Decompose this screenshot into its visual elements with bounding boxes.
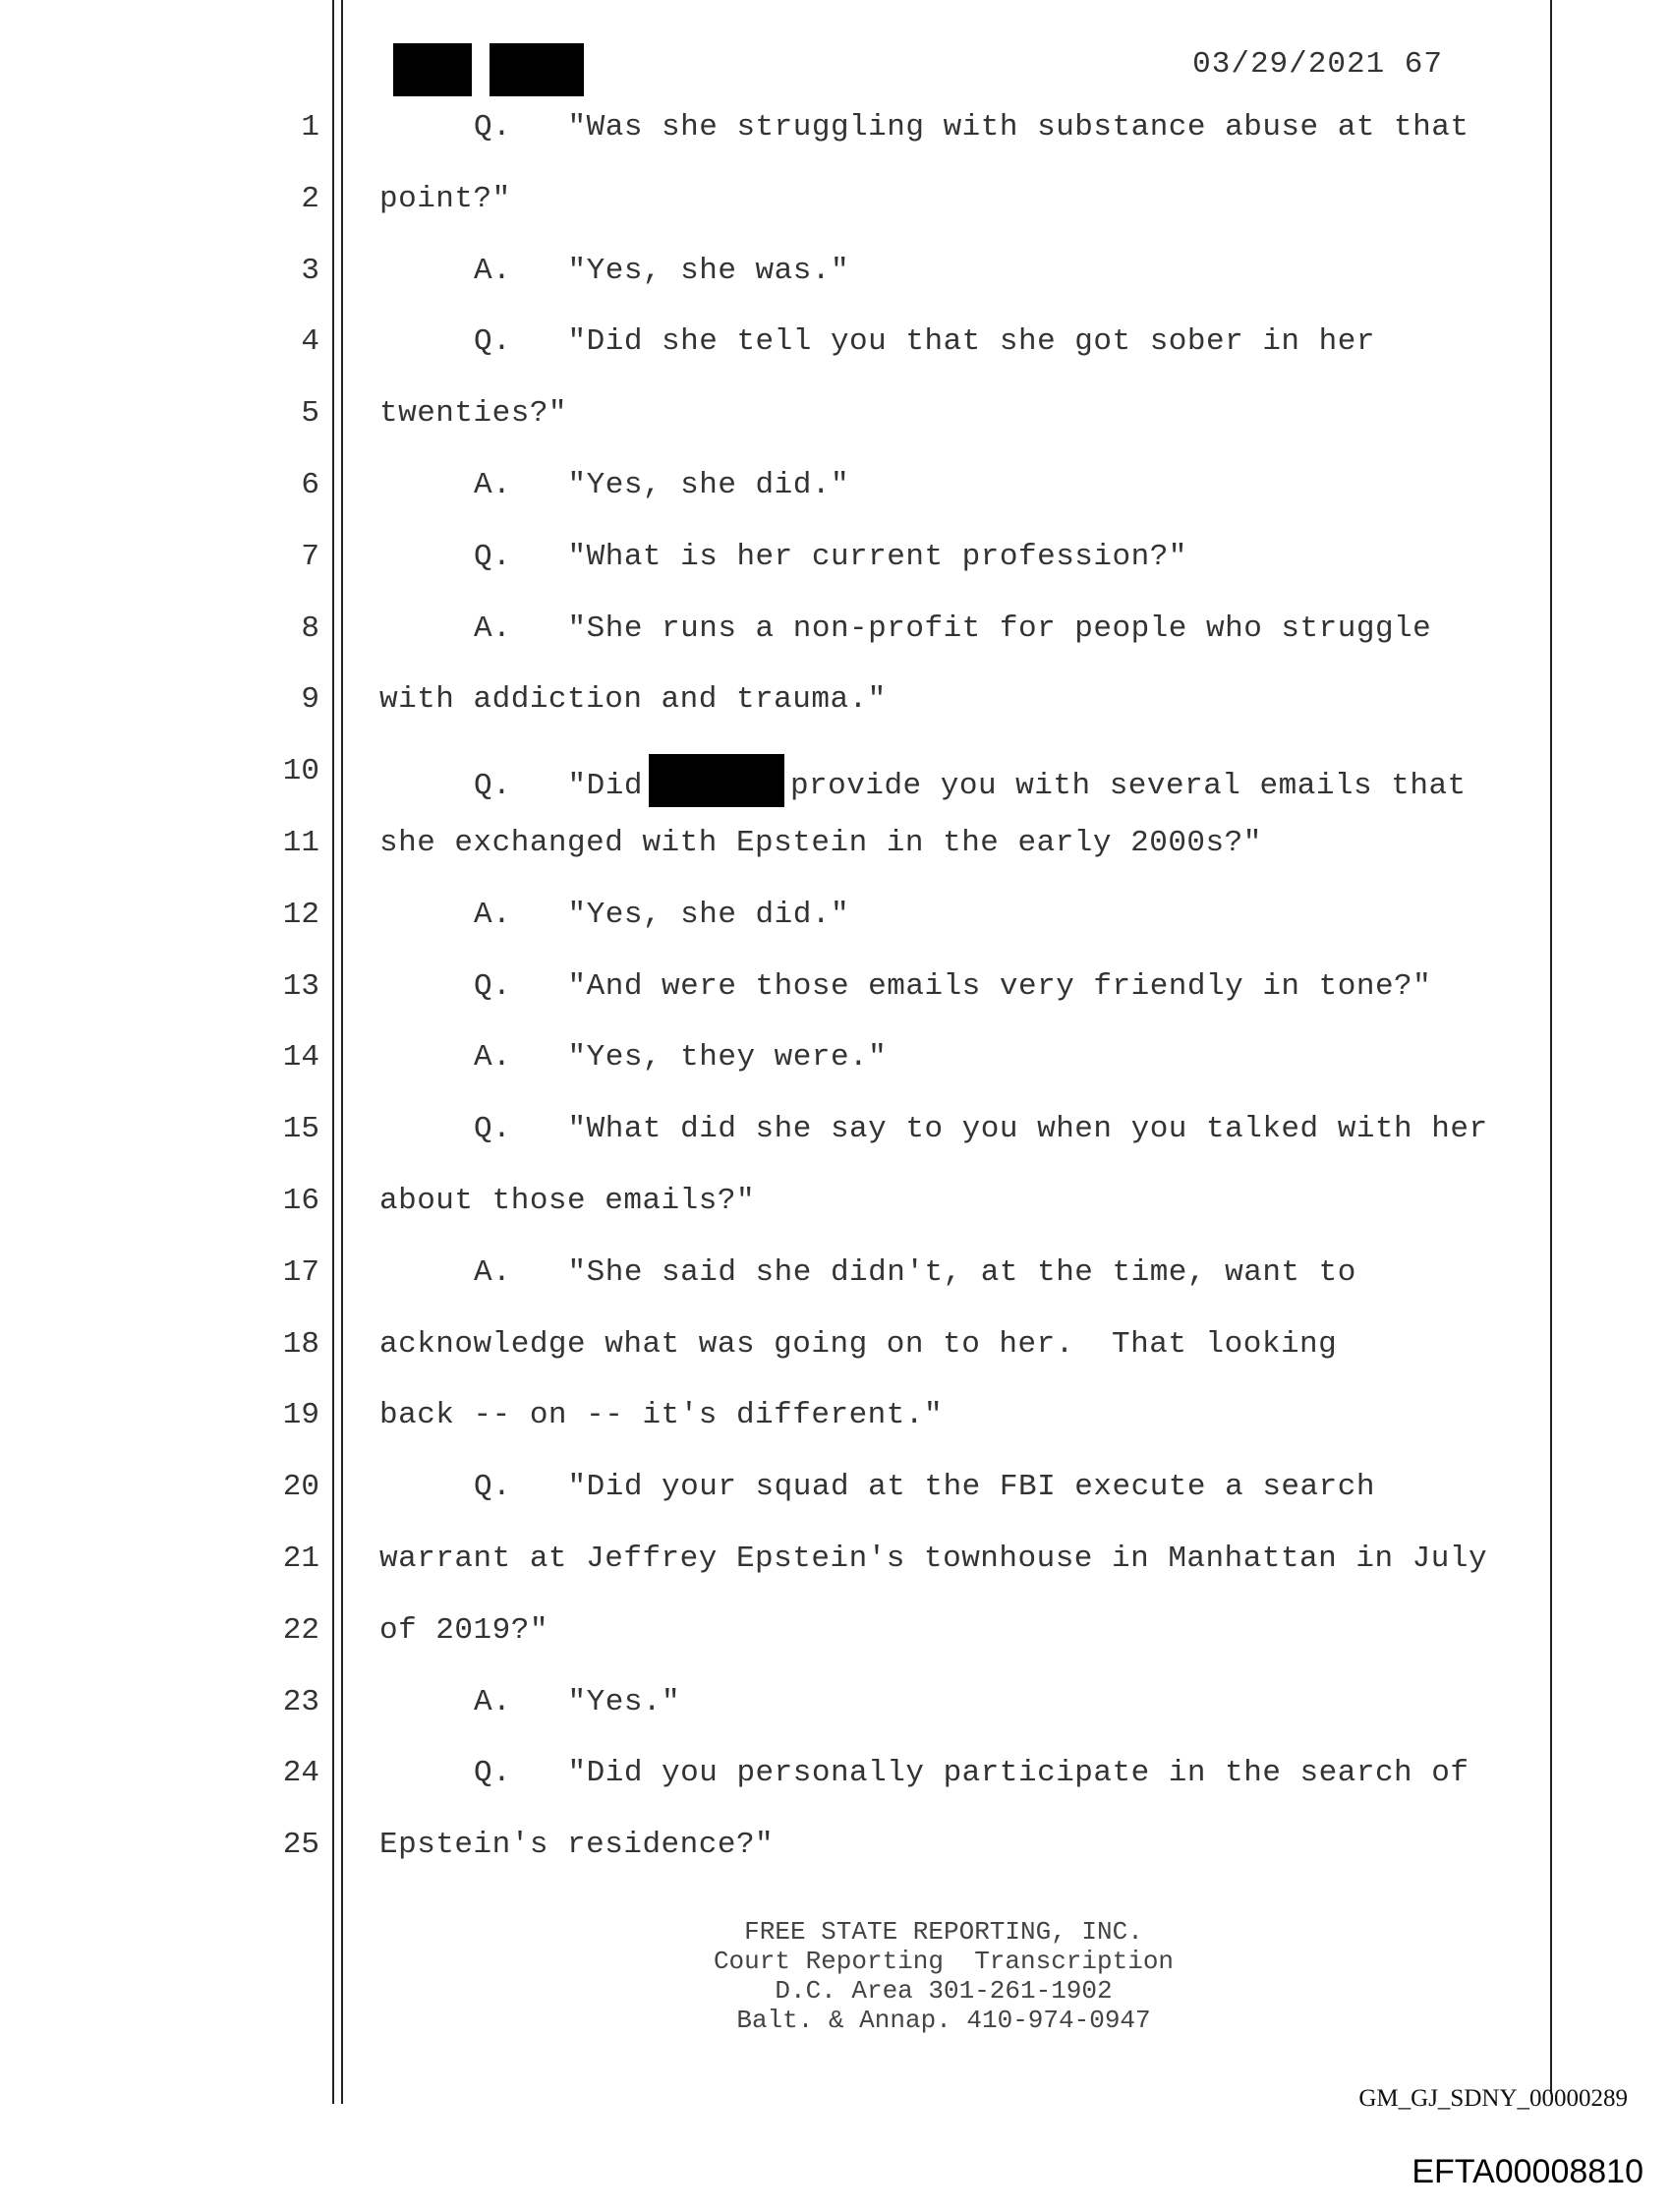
transcript-line: [0, 396, 1671, 455]
line-number: 11: [282, 826, 319, 860]
line-text: A. "Yes, they were.": [474, 1040, 888, 1076]
line-number: 21: [282, 1542, 319, 1576]
line-text-before: Q. "Did: [474, 769, 643, 804]
transcript-line: [0, 1542, 1671, 1601]
transcript-line: [0, 1327, 1671, 1386]
line-number: 15: [282, 1112, 319, 1147]
line-text: back -- on -- it's different.": [379, 1398, 944, 1433]
line-text: with addiction and trauma.": [379, 682, 887, 718]
transcript-line: [0, 754, 1671, 813]
line-text: acknowledge what was going on to her. That looking: [379, 1326, 1338, 1362]
line-number: 12: [282, 897, 319, 932]
line-number: 4: [301, 324, 319, 360]
transcript-line: [0, 1613, 1671, 1672]
line-number: 10: [282, 754, 319, 789]
line-number: 2: [301, 181, 319, 216]
redaction-block: [490, 43, 584, 96]
line-text: Q. "Did you personally participate in the search of: [474, 1756, 1469, 1791]
line-text: she exchanged with Epstein in the early 2000s?": [379, 826, 1262, 860]
transcript-line: [0, 1255, 1671, 1314]
footer-dc-phone: D.C. Area 301-261-1902: [775, 1976, 1113, 2006]
redaction-block: [649, 754, 784, 807]
line-text: about those emails?": [379, 1184, 756, 1218]
line-text: Q. "Was she struggling with substance abuse at that: [474, 110, 1469, 145]
footer-company: FREE STATE REPORTING, INC.: [744, 1917, 1143, 1947]
line-number: 8: [301, 611, 319, 646]
transcript-line: [0, 1685, 1671, 1744]
line-text: warrant at Jeffrey Epstein's townhouse in Manhattan in July: [379, 1542, 1488, 1576]
transcript-line: [0, 1398, 1671, 1457]
bates-number: GM_GJ_SDNY_00000289: [1358, 2085, 1628, 2112]
line-text: of 2019?": [379, 1612, 548, 1648]
line-number: 19: [282, 1398, 319, 1433]
line-number: 24: [282, 1756, 319, 1791]
line-number: 25: [282, 1828, 319, 1863]
line-number: 7: [301, 539, 319, 574]
redaction-block: [393, 43, 472, 96]
line-text: Q. "What did she say to you when you talked with her: [474, 1112, 1488, 1147]
transcript-line: [0, 1828, 1671, 1887]
line-number: 9: [301, 682, 319, 718]
line-number: 5: [301, 396, 319, 432]
transcript-line: [0, 1184, 1671, 1243]
line-text: Q. "Did your squad at the FBI execute a search: [474, 1470, 1375, 1505]
line-number: 13: [282, 968, 319, 1004]
line-text: Q. "And were those emails very friendly in tone?": [474, 968, 1432, 1004]
line-number: 23: [282, 1684, 319, 1719]
transcript-line: [0, 468, 1671, 527]
transcript-line: [0, 969, 1671, 1028]
line-number: 14: [282, 1040, 319, 1076]
line-number: 20: [282, 1470, 319, 1505]
transcript-line: [0, 110, 1671, 169]
transcript-line: [0, 182, 1671, 241]
transcript-line: [0, 1470, 1671, 1529]
reporter-footer: [550, 1917, 1337, 2035]
transcript-line: [0, 898, 1671, 957]
line-number: 3: [301, 253, 319, 288]
transcript-line: [0, 1112, 1671, 1171]
line-text: point?": [379, 181, 511, 216]
transcript-line: [0, 1040, 1671, 1099]
line-number: 6: [301, 468, 319, 502]
line-text: A. "Yes, she was.": [474, 253, 850, 288]
footer-balt-phone: Balt. & Annap. 410-974-0947: [736, 2006, 1151, 2035]
line-text: twenties?": [379, 396, 568, 432]
line-text: A. "Yes.": [474, 1684, 681, 1719]
transcript-line: [0, 1756, 1671, 1815]
line-number: 18: [282, 1326, 319, 1362]
line-text: Q. "Did she tell you that she got sober in her: [474, 324, 1375, 360]
transcript-line: [0, 611, 1671, 670]
transcript-line: [0, 826, 1671, 885]
line-text: [474, 754, 1467, 807]
line-text: Epstein's residence?": [379, 1828, 775, 1863]
line-text: A. "Yes, she did.": [474, 468, 850, 502]
line-text: Q. "What is her current profession?": [474, 539, 1187, 574]
line-text: A. "Yes, she did.": [474, 897, 850, 932]
header-date: 03/29/2021: [1192, 47, 1386, 82]
line-number: 17: [282, 1254, 319, 1290]
footer-services: Court Reporting Transcription: [713, 1947, 1175, 1976]
line-number: 1: [301, 110, 319, 145]
line-text: A. "She said she didn't, at the time, want to: [474, 1254, 1356, 1290]
header-date-page: [1192, 47, 1443, 82]
page-number: 67: [1404, 47, 1443, 82]
line-number: 16: [282, 1184, 319, 1218]
page-header: [393, 43, 1474, 102]
efta-number: EFTA00008810: [1412, 2153, 1643, 2190]
transcript-line: [0, 324, 1671, 383]
line-number: 22: [282, 1612, 319, 1648]
transcript-line: [0, 682, 1671, 741]
line-text-after: provide you with several emails that: [789, 769, 1467, 804]
transcript-line: [0, 540, 1671, 599]
transcript-line: [0, 254, 1671, 313]
line-text: A. "She runs a non-profit for people who struggle: [474, 611, 1432, 646]
